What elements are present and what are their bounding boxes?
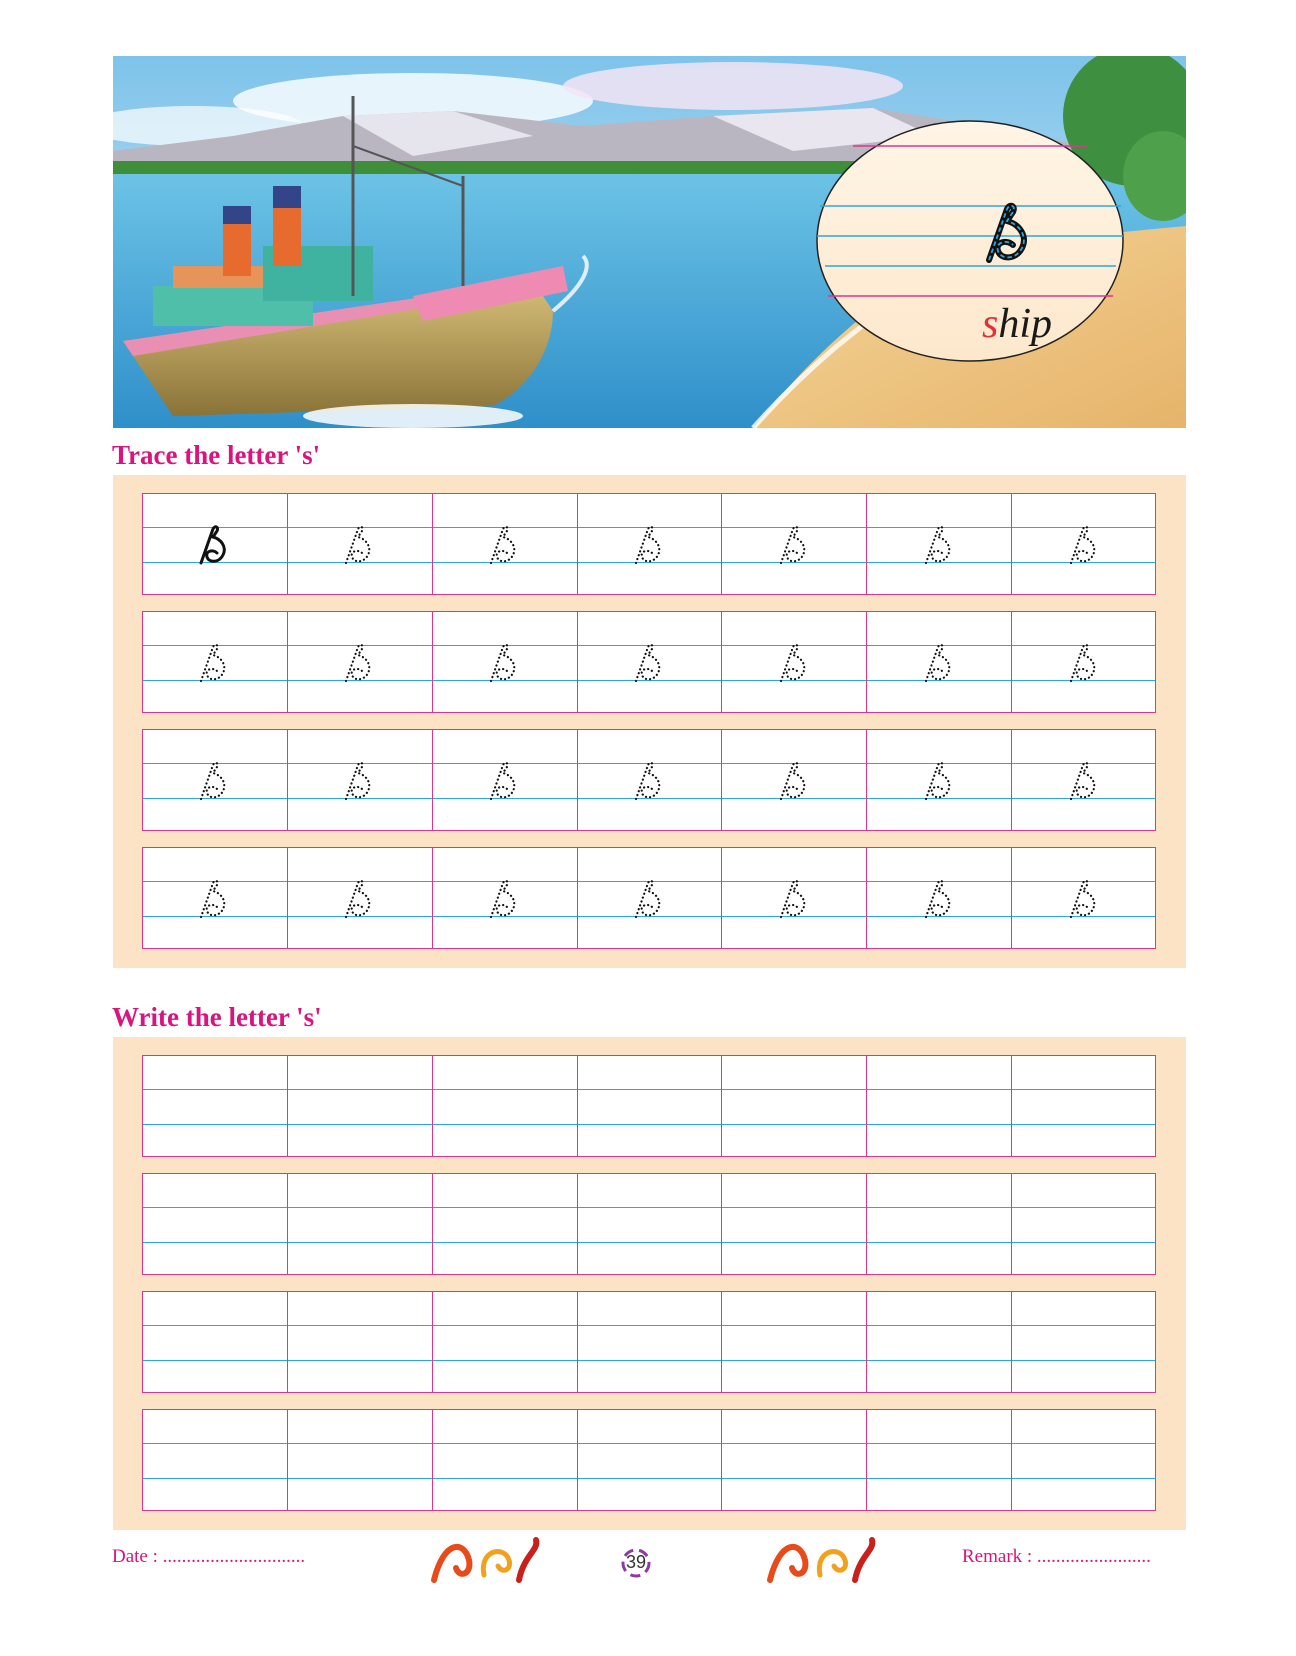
dotted-letter-s[interactable] bbox=[630, 875, 670, 919]
cell-divider bbox=[1011, 730, 1012, 830]
cell-divider bbox=[432, 848, 433, 948]
cell-divider bbox=[721, 1410, 722, 1510]
dotted-letter-s[interactable] bbox=[340, 521, 380, 565]
practice-row[interactable] bbox=[142, 611, 1156, 713]
dotted-letter-s[interactable] bbox=[920, 521, 960, 565]
cell-divider bbox=[432, 730, 433, 830]
cell-divider bbox=[1011, 1410, 1012, 1510]
cell-divider bbox=[866, 730, 867, 830]
guide-line bbox=[143, 1443, 1155, 1444]
cell-divider bbox=[866, 1410, 867, 1510]
dotted-letter-s[interactable] bbox=[485, 521, 525, 565]
dotted-letter-s[interactable] bbox=[485, 757, 525, 801]
dotted-letter-s[interactable] bbox=[1065, 757, 1105, 801]
cell-divider bbox=[721, 1056, 722, 1156]
dotted-letter-s[interactable] bbox=[630, 639, 670, 683]
example-word-rest: hip bbox=[998, 301, 1053, 347]
dotted-letter-s[interactable] bbox=[630, 521, 670, 565]
cursive-s-sample bbox=[980, 195, 1040, 265]
dotted-letter-s[interactable] bbox=[1065, 875, 1105, 919]
dotted-letter-s[interactable] bbox=[340, 757, 380, 801]
practice-row[interactable] bbox=[142, 1291, 1156, 1393]
cell-divider bbox=[432, 1292, 433, 1392]
dotted-letter-s[interactable] bbox=[775, 521, 815, 565]
cell-divider bbox=[432, 612, 433, 712]
cell-divider bbox=[432, 1410, 433, 1510]
guide-line bbox=[143, 1242, 1155, 1243]
cell-divider bbox=[287, 848, 288, 948]
cell-divider bbox=[577, 612, 578, 712]
cell-divider bbox=[287, 1292, 288, 1392]
cell-divider bbox=[287, 1410, 288, 1510]
guide-line bbox=[143, 1325, 1155, 1326]
page-number: 39 bbox=[625, 1552, 647, 1572]
cell-divider bbox=[577, 848, 578, 948]
cell-divider bbox=[287, 1174, 288, 1274]
write-panel bbox=[113, 1037, 1186, 1530]
cell-divider bbox=[866, 1056, 867, 1156]
cloud bbox=[563, 62, 903, 110]
cell-divider bbox=[721, 612, 722, 712]
trace-heading: Trace the letter 's' bbox=[112, 440, 321, 470]
practice-row[interactable] bbox=[142, 1173, 1156, 1275]
practice-row[interactable] bbox=[142, 493, 1156, 595]
dotted-letter-s[interactable] bbox=[920, 639, 960, 683]
cell-divider bbox=[1011, 1174, 1012, 1274]
practice-row[interactable] bbox=[142, 1055, 1156, 1157]
dotted-letter-s[interactable] bbox=[920, 875, 960, 919]
cell-divider bbox=[1011, 494, 1012, 594]
dotted-letter-s[interactable] bbox=[1065, 521, 1105, 565]
cell-divider bbox=[577, 1056, 578, 1156]
dotted-letter-s[interactable] bbox=[340, 875, 380, 919]
cell-divider bbox=[866, 494, 867, 594]
cell-divider bbox=[721, 848, 722, 948]
dotted-letter-s[interactable] bbox=[1065, 639, 1105, 683]
cell-divider bbox=[721, 730, 722, 830]
cell-divider bbox=[577, 730, 578, 830]
cell-divider bbox=[287, 494, 288, 594]
trace-panel bbox=[113, 475, 1186, 968]
cell-divider bbox=[287, 730, 288, 830]
cell-divider bbox=[721, 494, 722, 594]
dotted-letter-s[interactable] bbox=[195, 875, 235, 919]
guide-line bbox=[143, 1089, 1155, 1090]
guide-line bbox=[143, 1360, 1155, 1361]
dotted-letter-s[interactable] bbox=[485, 875, 525, 919]
dotted-letter-s[interactable] bbox=[195, 757, 235, 801]
cell-divider bbox=[577, 1174, 578, 1274]
cell-divider bbox=[432, 494, 433, 594]
cell-divider bbox=[287, 1056, 288, 1156]
cell-divider bbox=[1011, 1292, 1012, 1392]
dotted-letter-s[interactable] bbox=[340, 639, 380, 683]
cell-divider bbox=[577, 1292, 578, 1392]
dotted-letter-s[interactable] bbox=[920, 757, 960, 801]
cell-divider bbox=[1011, 1056, 1012, 1156]
dotted-letter-s[interactable] bbox=[195, 639, 235, 683]
practice-row[interactable] bbox=[142, 729, 1156, 831]
cell-divider bbox=[577, 494, 578, 594]
cell-divider bbox=[866, 848, 867, 948]
write-heading: Write the letter 's' bbox=[112, 1002, 322, 1032]
cell-divider bbox=[721, 1174, 722, 1274]
dotted-letter-s[interactable] bbox=[485, 639, 525, 683]
cell-divider bbox=[577, 1410, 578, 1510]
dotted-letter-s[interactable] bbox=[775, 875, 815, 919]
date-field[interactable]: Date : .............................. bbox=[112, 1546, 306, 1567]
right-ornament bbox=[760, 1530, 880, 1590]
cell-divider bbox=[721, 1292, 722, 1392]
guide-line bbox=[143, 1124, 1155, 1125]
example-letter-s[interactable] bbox=[195, 521, 235, 565]
example-word-first-letter: s bbox=[981, 301, 999, 347]
practice-row[interactable] bbox=[142, 1409, 1156, 1511]
dotted-letter-s[interactable] bbox=[630, 757, 670, 801]
dotted-letter-s[interactable] bbox=[775, 639, 815, 683]
remark-field[interactable]: Remark : ........................ bbox=[962, 1546, 1151, 1567]
practice-row[interactable] bbox=[142, 847, 1156, 949]
cell-divider bbox=[866, 612, 867, 712]
cell-divider bbox=[287, 612, 288, 712]
example-word bbox=[942, 300, 1092, 348]
guide-line bbox=[143, 1207, 1155, 1208]
dotted-letter-s[interactable] bbox=[775, 757, 815, 801]
left-ornament bbox=[424, 1530, 544, 1590]
cell-divider bbox=[432, 1174, 433, 1274]
cell-divider bbox=[866, 1292, 867, 1392]
cell-divider bbox=[432, 1056, 433, 1156]
cell-divider bbox=[866, 1174, 867, 1274]
guide-line bbox=[143, 1478, 1155, 1479]
cell-divider bbox=[1011, 612, 1012, 712]
cell-divider bbox=[1011, 848, 1012, 948]
